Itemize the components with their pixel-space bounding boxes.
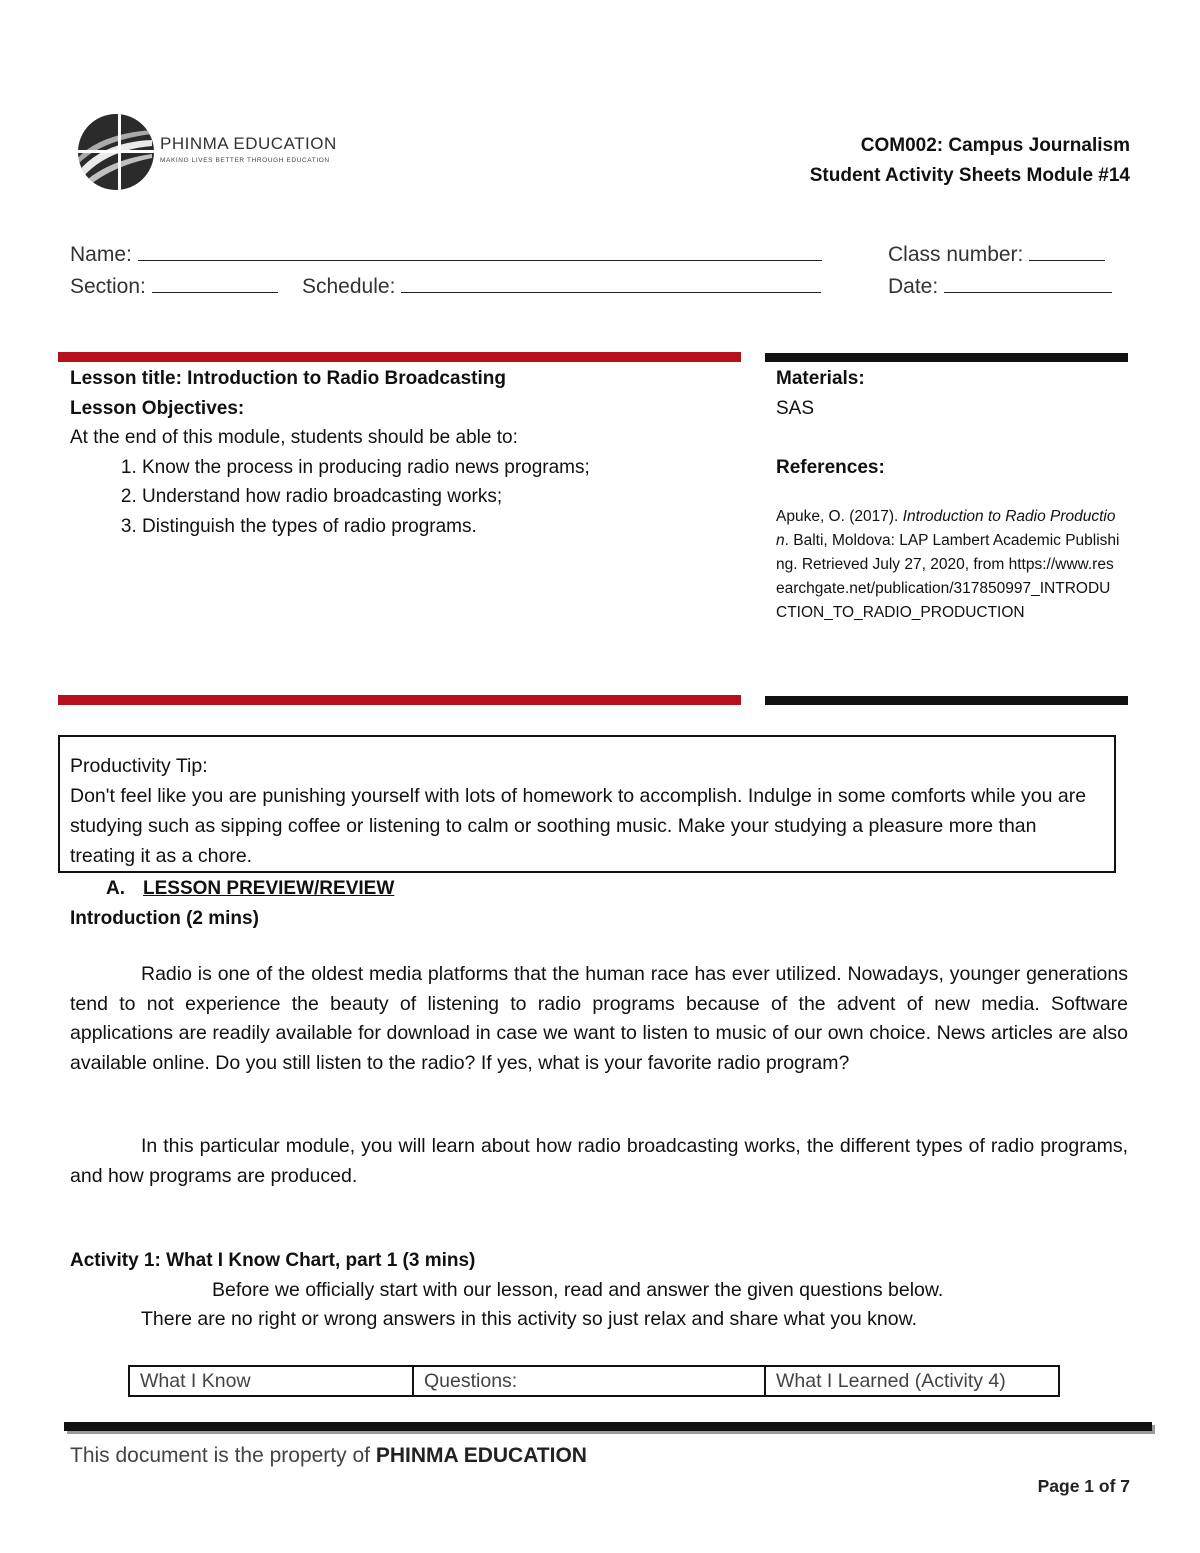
what-i-know-table bbox=[128, 1365, 1060, 1397]
materials-bottom-bar bbox=[765, 696, 1128, 705]
ref-details: . Balti, Moldova: LAP Lambert Academic Publishing. Retrieved July 27, 2020, from https://www.researchgate.net/publication/317850997_INTRODUCTION_TO_RADIO_PRODUCTION bbox=[776, 532, 1120, 621]
materials-top-bar bbox=[765, 353, 1128, 362]
date-field[interactable] bbox=[888, 272, 1112, 299]
course-title: COM002: Campus Journalism bbox=[860, 135, 1130, 156]
column-questions: Questions: bbox=[413, 1366, 765, 1396]
materials-value: SAS bbox=[776, 397, 815, 419]
section-letter: A. bbox=[106, 878, 125, 899]
ref-author: Apuke, O. (2017). bbox=[776, 508, 903, 525]
name-field[interactable] bbox=[70, 240, 822, 267]
references-heading: References: bbox=[776, 456, 885, 478]
ref-title: Introduction to Radio Production bbox=[776, 508, 1116, 549]
intro-paragraph-2: In this particular module, you will learn about how radio broadcasting works, the different types of radio programs, and how programs are produced. bbox=[70, 1135, 1128, 1187]
objective-item: 3. Distinguish the types of radio programs. bbox=[142, 512, 730, 542]
materials-block bbox=[776, 364, 1126, 482]
class-number-blank[interactable] bbox=[1029, 240, 1105, 261]
section-label: Section: bbox=[70, 275, 146, 298]
introduction-heading: Introduction (2 mins) bbox=[70, 908, 259, 929]
schedule-label: Schedule: bbox=[302, 275, 396, 298]
objective-item: 1. Know the process in producing radio news programs; bbox=[142, 453, 730, 483]
footer-property bbox=[70, 1444, 587, 1468]
objectives-intro: At the end of this module, students should be able to: bbox=[70, 427, 518, 448]
materials-heading: Materials: bbox=[776, 368, 865, 389]
objective-item: 2. Understand how radio broadcasting works; bbox=[142, 482, 730, 512]
column-what-i-learned: What I Learned (Activity 4) bbox=[765, 1366, 1059, 1396]
section-a-heading bbox=[106, 878, 394, 900]
date-label: Date: bbox=[888, 275, 939, 298]
lesson-top-bar bbox=[58, 352, 741, 362]
objectives-heading: Lesson Objectives: bbox=[70, 397, 245, 419]
activity1-heading: Activity 1: What I Know Chart, part 1 (3 mins) bbox=[70, 1250, 476, 1271]
class-number-field[interactable] bbox=[888, 240, 1105, 267]
reference-entry bbox=[776, 505, 1121, 625]
footer-owner: PHINMA EDUCATION bbox=[375, 1444, 587, 1467]
schedule-blank[interactable] bbox=[401, 272, 821, 293]
section-blank[interactable] bbox=[152, 272, 278, 293]
lesson-title: Lesson title: Introduction to Radio Broadcasting bbox=[70, 368, 506, 389]
module-title: Student Activity Sheets Module #14 bbox=[809, 165, 1130, 186]
class-number-label: Class number: bbox=[888, 243, 1024, 266]
column-what-i-know: What I Know bbox=[129, 1366, 413, 1396]
intro-paragraph-1: Radio is one of the oldest media platforms that the human race has ever utilized. Nowadays, younger generations tend to not experience the beauty of listening to radio programs because of the advent of new media. Software applications are readily available for download in case we want to listen to music of our own choice. News articles are also available online. Do you still listen to the radio? If yes, what is your favorite radio program? bbox=[70, 963, 1128, 1074]
schedule-field[interactable] bbox=[302, 272, 821, 299]
tip-label: Productivity Tip: bbox=[70, 755, 208, 777]
objectives-list bbox=[70, 453, 730, 542]
name-label: Name: bbox=[70, 243, 132, 266]
productivity-tip-box bbox=[58, 735, 1116, 873]
lesson-block bbox=[70, 364, 730, 541]
logo-tagline: MAKING LIVES BETTER THROUGH EDUCATION bbox=[160, 157, 330, 164]
course-header bbox=[810, 131, 1130, 191]
tip-text: Don't feel like you are punishing yourself with lots of homework to accomplish. Indulge in some comforts while you are studying such as sipping coffee or listening to calm or soothing music. Make your studying a pleasure more than treating it as a chore. bbox=[70, 785, 1087, 867]
section-field[interactable] bbox=[70, 272, 278, 299]
page-number: Page 1 of 7 bbox=[1037, 1476, 1130, 1496]
logo-emblem-icon bbox=[72, 112, 162, 192]
logo-name: PHINMA EDUCATION bbox=[160, 134, 337, 153]
section-title: LESSON PREVIEW/REVIEW bbox=[143, 878, 395, 899]
activity1-instruction-2: There are no right or wrong answers in this activity so just relax and share what you know. bbox=[141, 1308, 918, 1330]
footer-prefix: This document is the property of bbox=[70, 1444, 376, 1467]
date-blank[interactable] bbox=[944, 272, 1112, 293]
lesson-bottom-bar bbox=[58, 695, 741, 705]
footer-bar bbox=[64, 1422, 1152, 1431]
table-header-row bbox=[129, 1366, 1059, 1396]
activity1-instruction-1: Before we officially start with our lesson, read and answer the given questions below. bbox=[212, 1279, 944, 1301]
name-blank[interactable] bbox=[138, 240, 822, 261]
